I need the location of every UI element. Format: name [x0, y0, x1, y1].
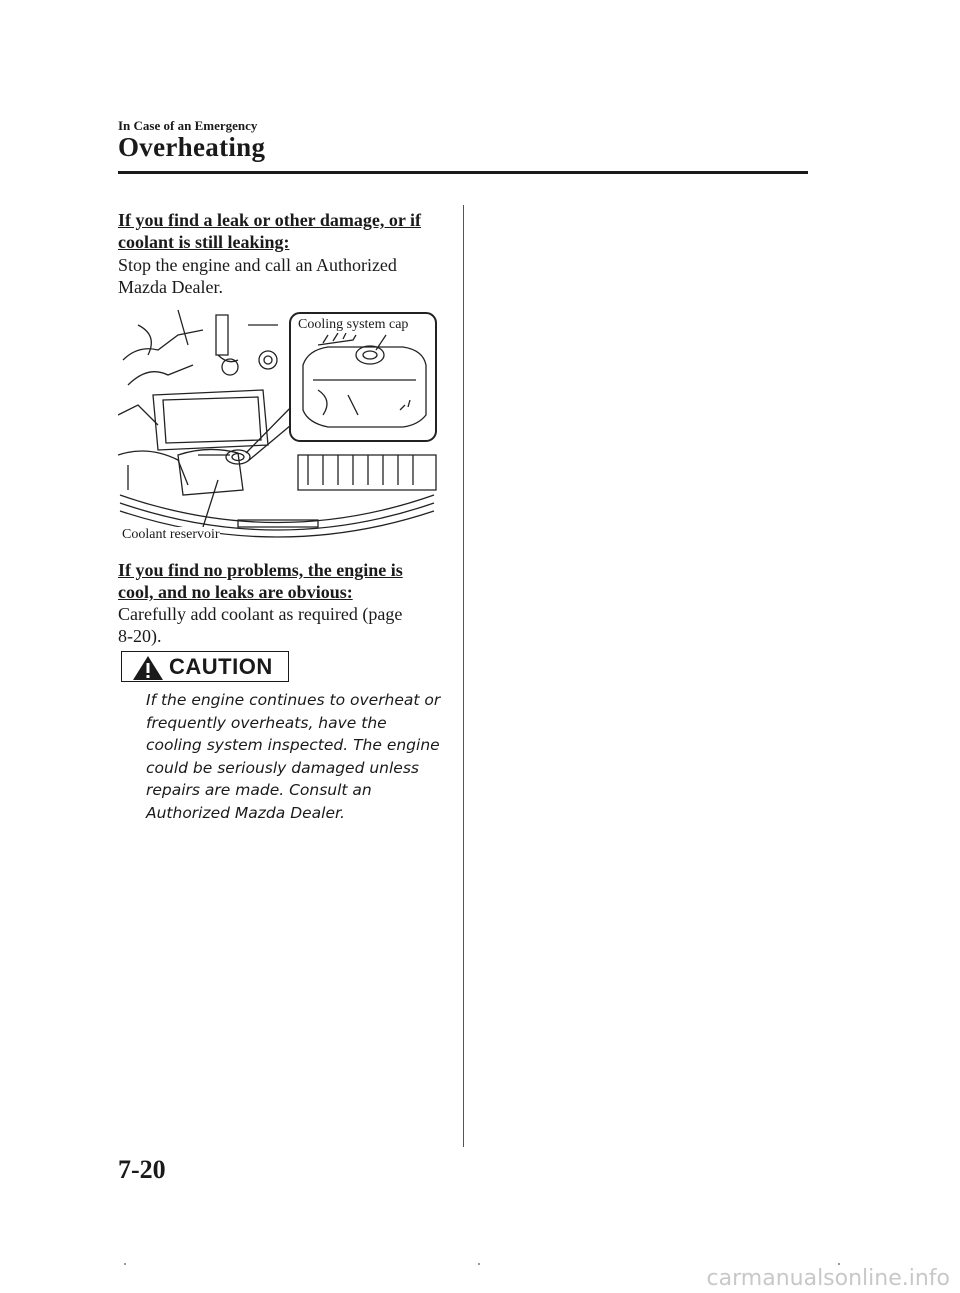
caution-line: could be seriously damaged unless [146, 758, 419, 777]
label-cooling-system-cap: Cooling system cap [298, 317, 409, 332]
caution-box [121, 651, 289, 682]
paragraph-leak-line1: Stop the engine and call an Authorized [118, 255, 397, 275]
caution-line: cooling system inspected. The engine [146, 736, 440, 754]
label-coolant-reservoir: Coolant reservoir [122, 527, 220, 542]
title-rule [118, 171, 808, 174]
caution-label: CAUTION [169, 654, 273, 679]
caution-line: frequently overheats, have the [146, 713, 387, 732]
paragraph-add-coolant-line1: Carefully add coolant as required (page [118, 604, 403, 624]
caution-text [146, 689, 446, 824]
caution-line: Authorized Mazda Dealer. [146, 803, 345, 822]
heading-no-problems-line2: cool, and no leaks are obvious: [118, 582, 353, 602]
paragraph-leak-line2: Mazda Dealer. [118, 277, 223, 297]
heading-no-problems-line1: If you find no problems, the engine is [118, 560, 403, 580]
scan-dot [478, 1263, 480, 1265]
section-label: In Case of an Emergency [118, 118, 258, 133]
page-title: Overheating [118, 132, 266, 162]
engine-bay-drawing [118, 305, 440, 545]
column-divider [463, 205, 464, 1147]
watermark: carmanualsonline.info [706, 1266, 950, 1291]
engine-bay-illustration [118, 305, 440, 545]
scan-dot [124, 1263, 126, 1265]
caution-line: repairs are made. Consult an [146, 781, 372, 799]
paragraph-add-coolant-line2: 8-20). [118, 626, 162, 646]
caution-line: If the engine continues to overheat or [146, 691, 441, 709]
scan-dot [838, 1263, 840, 1265]
heading-leak-line1: If you find a leak or other damage, or if [118, 210, 422, 230]
page-number: 7-20 [118, 1155, 166, 1184]
heading-leak-line2: coolant is still leaking: [118, 232, 290, 252]
warning-triangle-icon [132, 655, 164, 681]
